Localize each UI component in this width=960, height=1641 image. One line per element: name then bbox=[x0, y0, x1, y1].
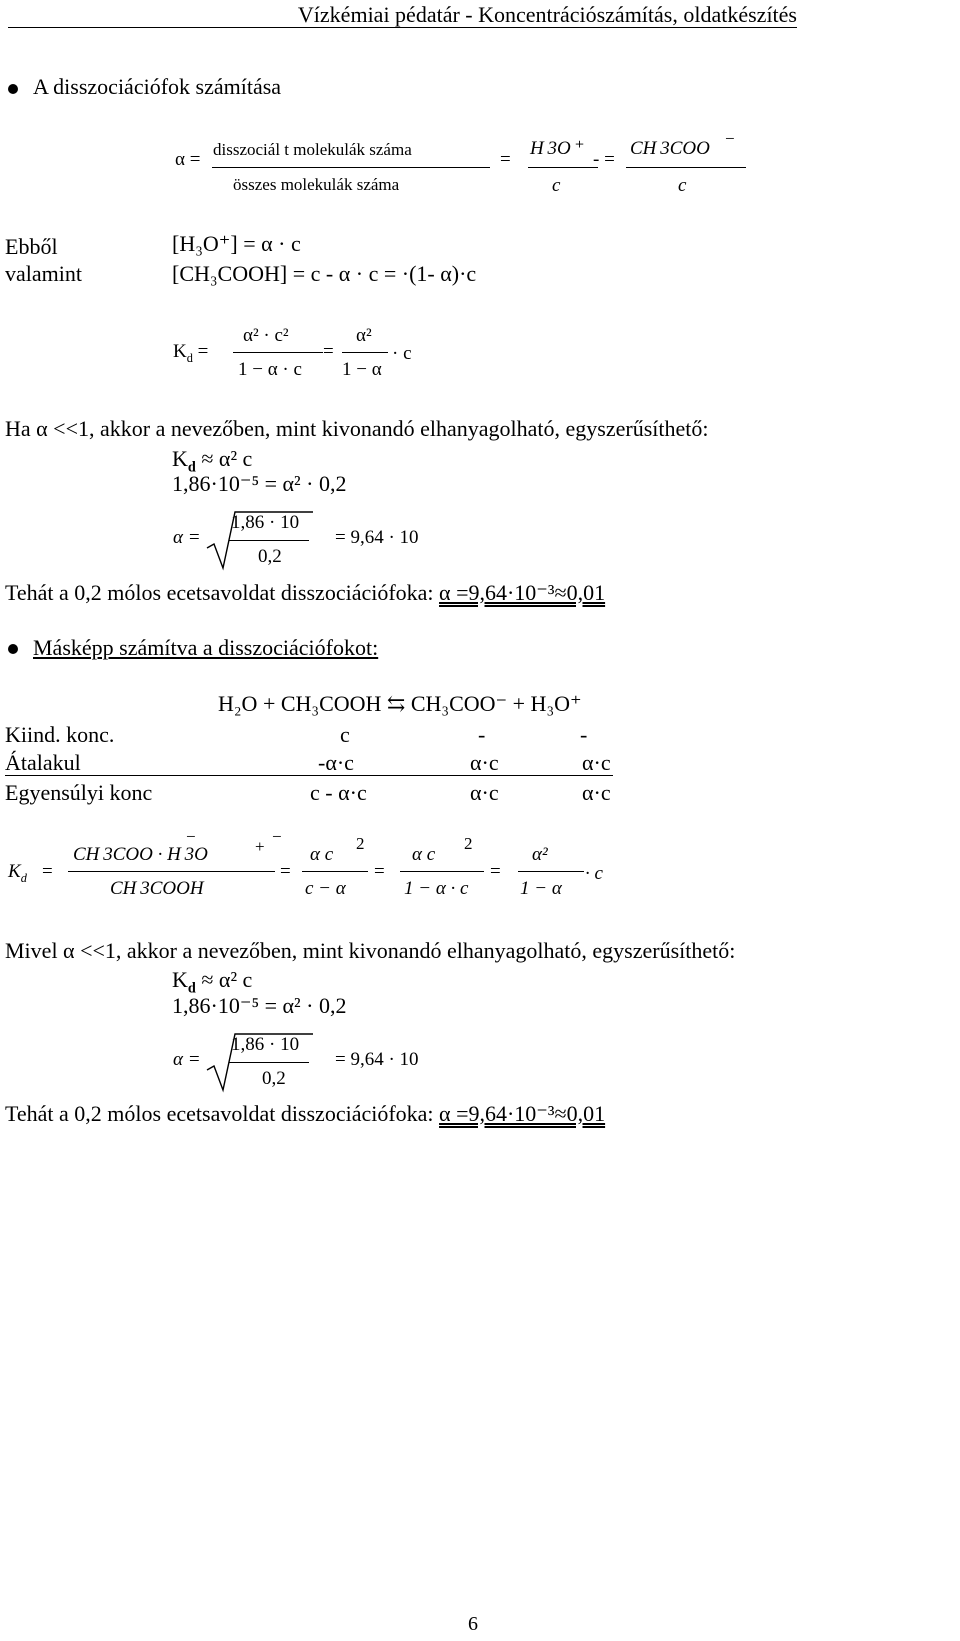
sqrt-result: = 9,64 · 10 bbox=[335, 1049, 419, 1070]
h3o-num: H 3O ⁺ bbox=[530, 138, 585, 159]
fraction-bar bbox=[528, 167, 598, 168]
kd-tail: · c bbox=[392, 343, 412, 364]
fraction-bar bbox=[229, 540, 309, 541]
ebbol-expression: [H₃O⁺] = α · c bbox=[172, 231, 301, 256]
h3o-den: c bbox=[552, 175, 561, 196]
table-cell: - bbox=[478, 722, 486, 747]
fraction-bar bbox=[302, 871, 368, 872]
kd-letter: K bbox=[172, 967, 188, 992]
fraction-bar bbox=[626, 167, 746, 168]
table-cell: c - α·c bbox=[310, 780, 367, 805]
alpha-frac-num: disszociál t molekulák száma bbox=[213, 140, 412, 159]
section-heading: Másképp számítva a disszociációfokot: bbox=[33, 635, 379, 660]
kd-approx: $K_d \approx \alpha^2$ c bbox=[172, 967, 253, 997]
minus-sup: − bbox=[272, 827, 282, 846]
conclusion-prefix: Tehát a 0,2 mólos ecetsavoldat disszociációfoka: bbox=[5, 580, 440, 605]
kd-tail: · c bbox=[585, 863, 603, 884]
kd-symbol: $K_d$ bbox=[8, 861, 27, 885]
equals-sign: = bbox=[280, 861, 291, 882]
minus-sup: − bbox=[725, 129, 735, 148]
kd-f3-den: 1 − α · c bbox=[404, 878, 469, 899]
table-rule bbox=[5, 775, 613, 776]
fraction-bar bbox=[233, 352, 323, 353]
fraction-bar bbox=[212, 167, 490, 168]
ebbol-label: Ebből bbox=[5, 234, 58, 259]
page-number: 6 bbox=[468, 1613, 478, 1635]
fraction-bar bbox=[342, 352, 388, 353]
kd-f3-num: α c bbox=[412, 844, 436, 865]
equals-sign: = bbox=[374, 861, 385, 882]
fraction-bar bbox=[518, 871, 584, 872]
conclusion-value: α =9,64·10⁻³≈0,01 bbox=[439, 580, 606, 605]
kd-f2-den: c − α bbox=[305, 878, 346, 899]
sup-2: 2 bbox=[464, 834, 473, 853]
alpha-frac-den: összes molekulák száma bbox=[233, 175, 400, 194]
equals-sign: = bbox=[490, 861, 501, 882]
alpha-symbol: α = bbox=[173, 527, 201, 548]
kd-den1: 1 − α · c bbox=[238, 359, 302, 380]
numeric-equation: 1,86·10⁻⁵ = α² · 0,2 bbox=[172, 993, 347, 1018]
approx-sentence: Mivel α <<1, akkor a nevezőben, mint kivonandó elhanyagolható, egyszerűsíthető: bbox=[5, 938, 736, 963]
kd-f4-num: α² bbox=[532, 844, 548, 865]
conclusion bbox=[5, 582, 605, 604]
sup-2: 2 bbox=[356, 834, 365, 853]
ch3coo-num: CH 3COO bbox=[630, 138, 710, 159]
minus-sup: − bbox=[186, 827, 196, 846]
conclusion bbox=[5, 1103, 605, 1125]
numeric-equation: 1,86·10⁻⁵ = α² · 0,2 bbox=[172, 471, 347, 496]
sqrt-num: 1,86 · 10 bbox=[231, 512, 300, 533]
conclusion-prefix: Tehát a 0,2 mólos ecetsavoldat disszociációfoka: bbox=[5, 1101, 440, 1126]
conclusion-value: α =9,64·10⁻³≈0,01 bbox=[439, 1101, 606, 1126]
equals-sign: = bbox=[42, 861, 53, 882]
equals-sign: = bbox=[500, 149, 511, 170]
kd-approx: $K_d \approx \alpha^2$ c bbox=[172, 446, 253, 476]
table-row-label: Átalakul bbox=[5, 750, 81, 775]
kd-symbol: $K_d$ = bbox=[173, 341, 209, 365]
table-cell: α·c bbox=[470, 750, 499, 775]
kd-num2: α² bbox=[356, 325, 372, 346]
alpha-symbol: α = bbox=[175, 149, 201, 170]
table-cell: -α·c bbox=[318, 750, 354, 775]
valamint-label: valamint bbox=[5, 261, 82, 286]
reaction-equation: H₂O + CH₃COOH ⇆ CH₃COO⁻ + H₃O⁺ bbox=[218, 691, 582, 716]
fraction-bar bbox=[229, 1062, 309, 1063]
ch3coo-den: c bbox=[678, 175, 687, 196]
equals-sign: = bbox=[323, 341, 334, 362]
kd-letter: K bbox=[8, 861, 21, 882]
table-cell: α·c bbox=[470, 780, 499, 805]
equals-sign: - = bbox=[593, 149, 615, 170]
section-heading: A disszociációfok számítása bbox=[33, 74, 282, 99]
table-row-label: Egyensúlyi konc bbox=[5, 780, 153, 805]
kd-f1-num: CH 3COO · H 3O bbox=[73, 844, 208, 865]
bullet-icon bbox=[8, 644, 18, 654]
sqrt-den: 0,2 bbox=[258, 546, 282, 567]
table-cell: α·c bbox=[582, 750, 611, 775]
bullet-icon bbox=[8, 84, 18, 94]
kd-approx-rhs: ≈ α² c bbox=[201, 446, 253, 471]
plus-sup: + bbox=[255, 837, 265, 856]
fraction-bar bbox=[400, 871, 484, 872]
table-row-label: Kiind. konc. bbox=[5, 722, 115, 747]
valamint-expression: [CH₃COOH] = c - α · c = ·(1- α)·c bbox=[172, 261, 477, 286]
kd-f4-den: 1 − α bbox=[520, 878, 562, 899]
kd-den2: 1 − α bbox=[342, 359, 382, 380]
kd-letter: K bbox=[172, 446, 188, 471]
table-cell: c bbox=[340, 722, 350, 747]
kd-approx-rhs: ≈ α² c bbox=[201, 967, 253, 992]
sqrt-num: 1,86 · 10 bbox=[231, 1034, 300, 1055]
approx-sentence: Ha α <<1, akkor a nevezőben, mint kivonandó elhanyagolható, egyszerűsíthető: bbox=[5, 416, 709, 441]
kd-f1-den: CH 3COOH bbox=[110, 878, 204, 899]
sqrt-den: 0,2 bbox=[262, 1068, 286, 1089]
page-header-title: Vízkémiai pédatár - Koncentrációszámítás, oldatkészítés bbox=[297, 2, 797, 27]
kd-f2-num: α c bbox=[310, 844, 334, 865]
alpha-symbol: α = bbox=[173, 1049, 201, 1070]
fraction-bar bbox=[68, 871, 275, 872]
table-cell: - bbox=[580, 722, 588, 747]
sqrt-result: = 9,64 · 10 bbox=[335, 527, 419, 548]
table-cell: α·c bbox=[582, 780, 611, 805]
header-rule bbox=[8, 27, 797, 28]
kd-num1: α² · c² bbox=[243, 325, 289, 346]
